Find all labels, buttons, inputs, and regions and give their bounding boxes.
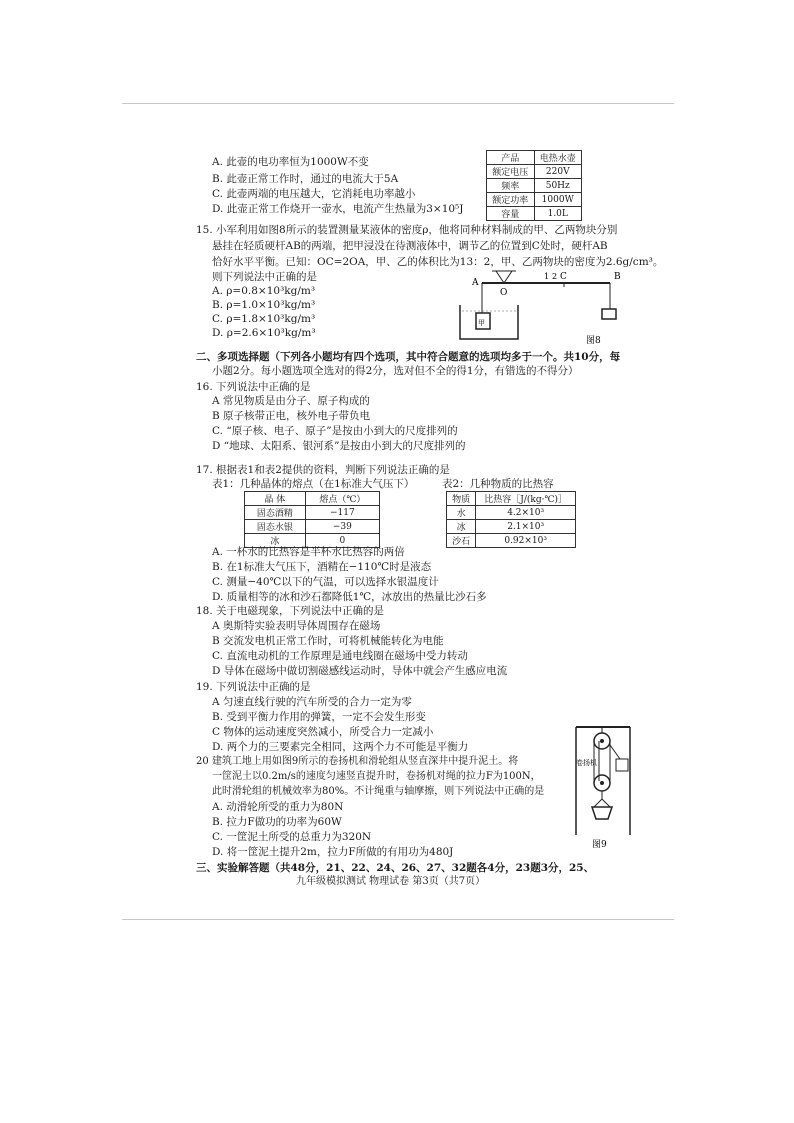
q16-option-d: D “地球、太阳系、银河系”是按由小到大的尺度排列的 [212, 440, 466, 452]
table-cell: 物质 [447, 492, 476, 506]
table-cell: 容量 [487, 207, 535, 221]
figure-8-label-a: A [472, 278, 479, 288]
section-2-header-line-1: 二、多项选择题（下列各小题均有四个选项，其中符合题意的选项均多于一个。共10分，每 [196, 351, 621, 363]
q16-option-a: A 常见物质是由分子、原子构成的 [212, 395, 370, 407]
q20-line-2: 一筐泥土以0.2m/s的速度匀速竖直提升时，卷扬机对绳的拉力F为100N， [212, 771, 541, 782]
table-cell: 冰 [245, 534, 306, 548]
q15-option-a: A. ρ=0.8×10³kg/m³ [212, 285, 316, 297]
table-cell: 额定功率 [487, 193, 535, 207]
q19-option-a: A 匀速直线行驶的汽车所受的合力一定为零 [212, 696, 412, 708]
table-cell: 1.0L [534, 207, 582, 221]
q19-option-d: D. 两个力的三要素完全相同，这两个力不可能是平衡力 [212, 741, 469, 753]
table-cell: 2.1×10³ [476, 520, 576, 534]
bottom-rule [122, 919, 674, 920]
q17-table2-title: 表2：几种物质的比热容 [442, 478, 554, 490]
q16-option-b: B 原子核带正电，核外电子带负电 [212, 410, 371, 422]
q17-table1-title: 表1：几种晶体的熔点（在1标准大气压下） [212, 478, 415, 490]
q15-line-4: 则下列说法中正确的是 [212, 271, 317, 283]
table-cell: 晶 体 [245, 492, 306, 506]
q15-line-2: 悬挂在轻质硬杆AB的两端，把甲浸没在待测液体中，调节乙的位置到C处时，硬杆AB [212, 240, 608, 252]
figure-8-label-c: C [560, 272, 567, 282]
melting-point-table [244, 491, 380, 548]
figure-9-pulley-diagram [572, 723, 634, 851]
q15-line-1: 15. 小军利用如图8所示的装置测量某液体的密度ρ，他将同种材料制成的甲、乙两物块分别 [196, 224, 618, 236]
q18-stem: 18. 关于电磁现象，下列说法中正确的是 [196, 605, 385, 617]
q18-option-d: D 导体在磁场中做切割磁感线运动时，导体中就会产生感应电流 [212, 665, 508, 677]
q15-option-d: D. ρ=2.6×10³kg/m³ [212, 327, 316, 339]
q20-line-1: 20 建筑工地上用如图9所示的卷扬机和滑轮组从竖直深井中提升泥土。将 [196, 756, 519, 767]
table-cell: 1000W [534, 193, 582, 207]
table-cell: 电热水壶 [534, 151, 582, 165]
q16-stem: 16. 下列说法中正确的是 [196, 381, 311, 393]
q19-option-b: B. 受到平衡力作用的弹簧，一定不会发生形变 [212, 711, 426, 723]
section-3-header: 三、实验解答题（共48分，21、22、24、26、27、32题各4分，23题3分，25、 [196, 862, 595, 874]
figure-8-lever-diagram [452, 265, 632, 347]
figure-8-label-1: 1 [544, 272, 550, 281]
table-cell: −39 [305, 520, 379, 534]
table-cell: 50Hz [534, 179, 582, 193]
page-footer: 九年级模拟测试 物理试卷 第3页（共7页） [296, 876, 486, 887]
table-cell: 水 [447, 506, 476, 520]
q16-option-c: C. “原子核、电子、原子”是按由小到大的尺度排列的 [212, 425, 458, 437]
q19-option-c: C 物体的运动速度突然减小，所受合力一定减小 [212, 726, 434, 738]
q17-option-b: B. 在1标准大气压下，酒精在−110℃时是液态 [212, 561, 432, 573]
q20-option-a: A. 动滑轮所受的重力为80N [212, 801, 344, 813]
q20-option-c: C. 一筐泥土所受的总重力为320N [212, 831, 372, 843]
q15-option-b: B. ρ=1.0×10³kg/m³ [212, 299, 316, 311]
q20-option-b: B. 拉力F做功的功率为60W [212, 816, 342, 828]
figure-8-caption: 图8 [586, 336, 601, 346]
table-cell: 比热容［J/(kg·℃)］ [476, 492, 576, 506]
q14-option-c: C. 此壶两端的电压越大，它消耗电功率越小 [212, 188, 416, 200]
table-cell: 固态水银 [245, 520, 306, 534]
table-cell: 220V [534, 165, 582, 179]
figure-8-label-2: 2 [552, 272, 558, 281]
q17-stem: 17. 根据表1和表2提供的资料，判断下列说法正确的是 [196, 464, 450, 476]
table-cell: 频率 [487, 179, 535, 193]
q20-line-3: 此时滑轮组的机械效率为80%。不计绳重与轴摩擦，则下列说法中正确的是 [212, 786, 545, 797]
top-rule [122, 103, 674, 104]
q18-option-c: C. 直流电动机的工作原理是通电线圈在磁场中受力转动 [212, 650, 468, 662]
table-cell: 额定电压 [487, 165, 535, 179]
q19-stem: 19. 下列说法中正确的是 [196, 681, 311, 693]
figure-8-label-o: O [500, 288, 508, 298]
table-cell: 0 [305, 534, 379, 548]
kettle-spec-table [486, 150, 582, 221]
table-cell: 产品 [487, 151, 535, 165]
q15-option-c: C. ρ=1.8×10³kg/m³ [212, 313, 316, 325]
table-cell: 4.2×10³ [476, 506, 576, 520]
table-cell: 沙石 [447, 534, 476, 548]
q15-line-3: 恰好水平平衡。已知：OC=2OA，甲、乙的体积比为13：2，甲、乙两物块的密度为2.6g/cm³。 [212, 256, 664, 268]
specific-heat-table [446, 491, 576, 548]
figure-8-label-b: B [614, 272, 621, 282]
table-cell: 熔点（℃） [305, 492, 379, 506]
table-cell: 固态酒精 [245, 506, 306, 520]
figure-9-winch-label: 卷扬机 [576, 759, 597, 767]
section-2-header-line-2: 小题2分。每小题选项全选对的得2分，选对但不全的得1分，有错选的不得分） [212, 365, 579, 377]
table-cell: −117 [305, 506, 379, 520]
q14-option-d: D. 此壶正常工作烧开一壶水，电流产生热量为3×10⁵J [212, 203, 464, 215]
q20-option-d: D. 将一筐泥土提升2m，拉力F所做的有用功为480J [212, 846, 454, 858]
figure-8-label-jia: 甲 [478, 319, 485, 327]
q18-option-b: B 交流发电机正常工作时，可将机械能转化为电能 [212, 635, 444, 647]
q17-option-a: A. 一杯水的比热容是半杯水比热容的两倍 [212, 546, 405, 558]
q14-option-b: B. 此壶正常工作时，通过的电流大于5A [212, 173, 399, 185]
q14-option-a: A. 此壶的电功率恒为1000W不变 [212, 156, 369, 168]
q17-option-c: C. 测量−40℃以下的气温，可以选择水银温度计 [212, 576, 439, 588]
q18-option-a: A 奥斯特实验表明导体周围存在磁场 [212, 620, 381, 632]
figure-9-caption: 图9 [592, 840, 607, 850]
table-cell: 0.92×10³ [476, 534, 576, 548]
table-cell: 冰 [447, 520, 476, 534]
q17-option-d: D. 质量相等的冰和沙石都降低1℃，冰放出的热量比沙石多 [212, 591, 487, 603]
